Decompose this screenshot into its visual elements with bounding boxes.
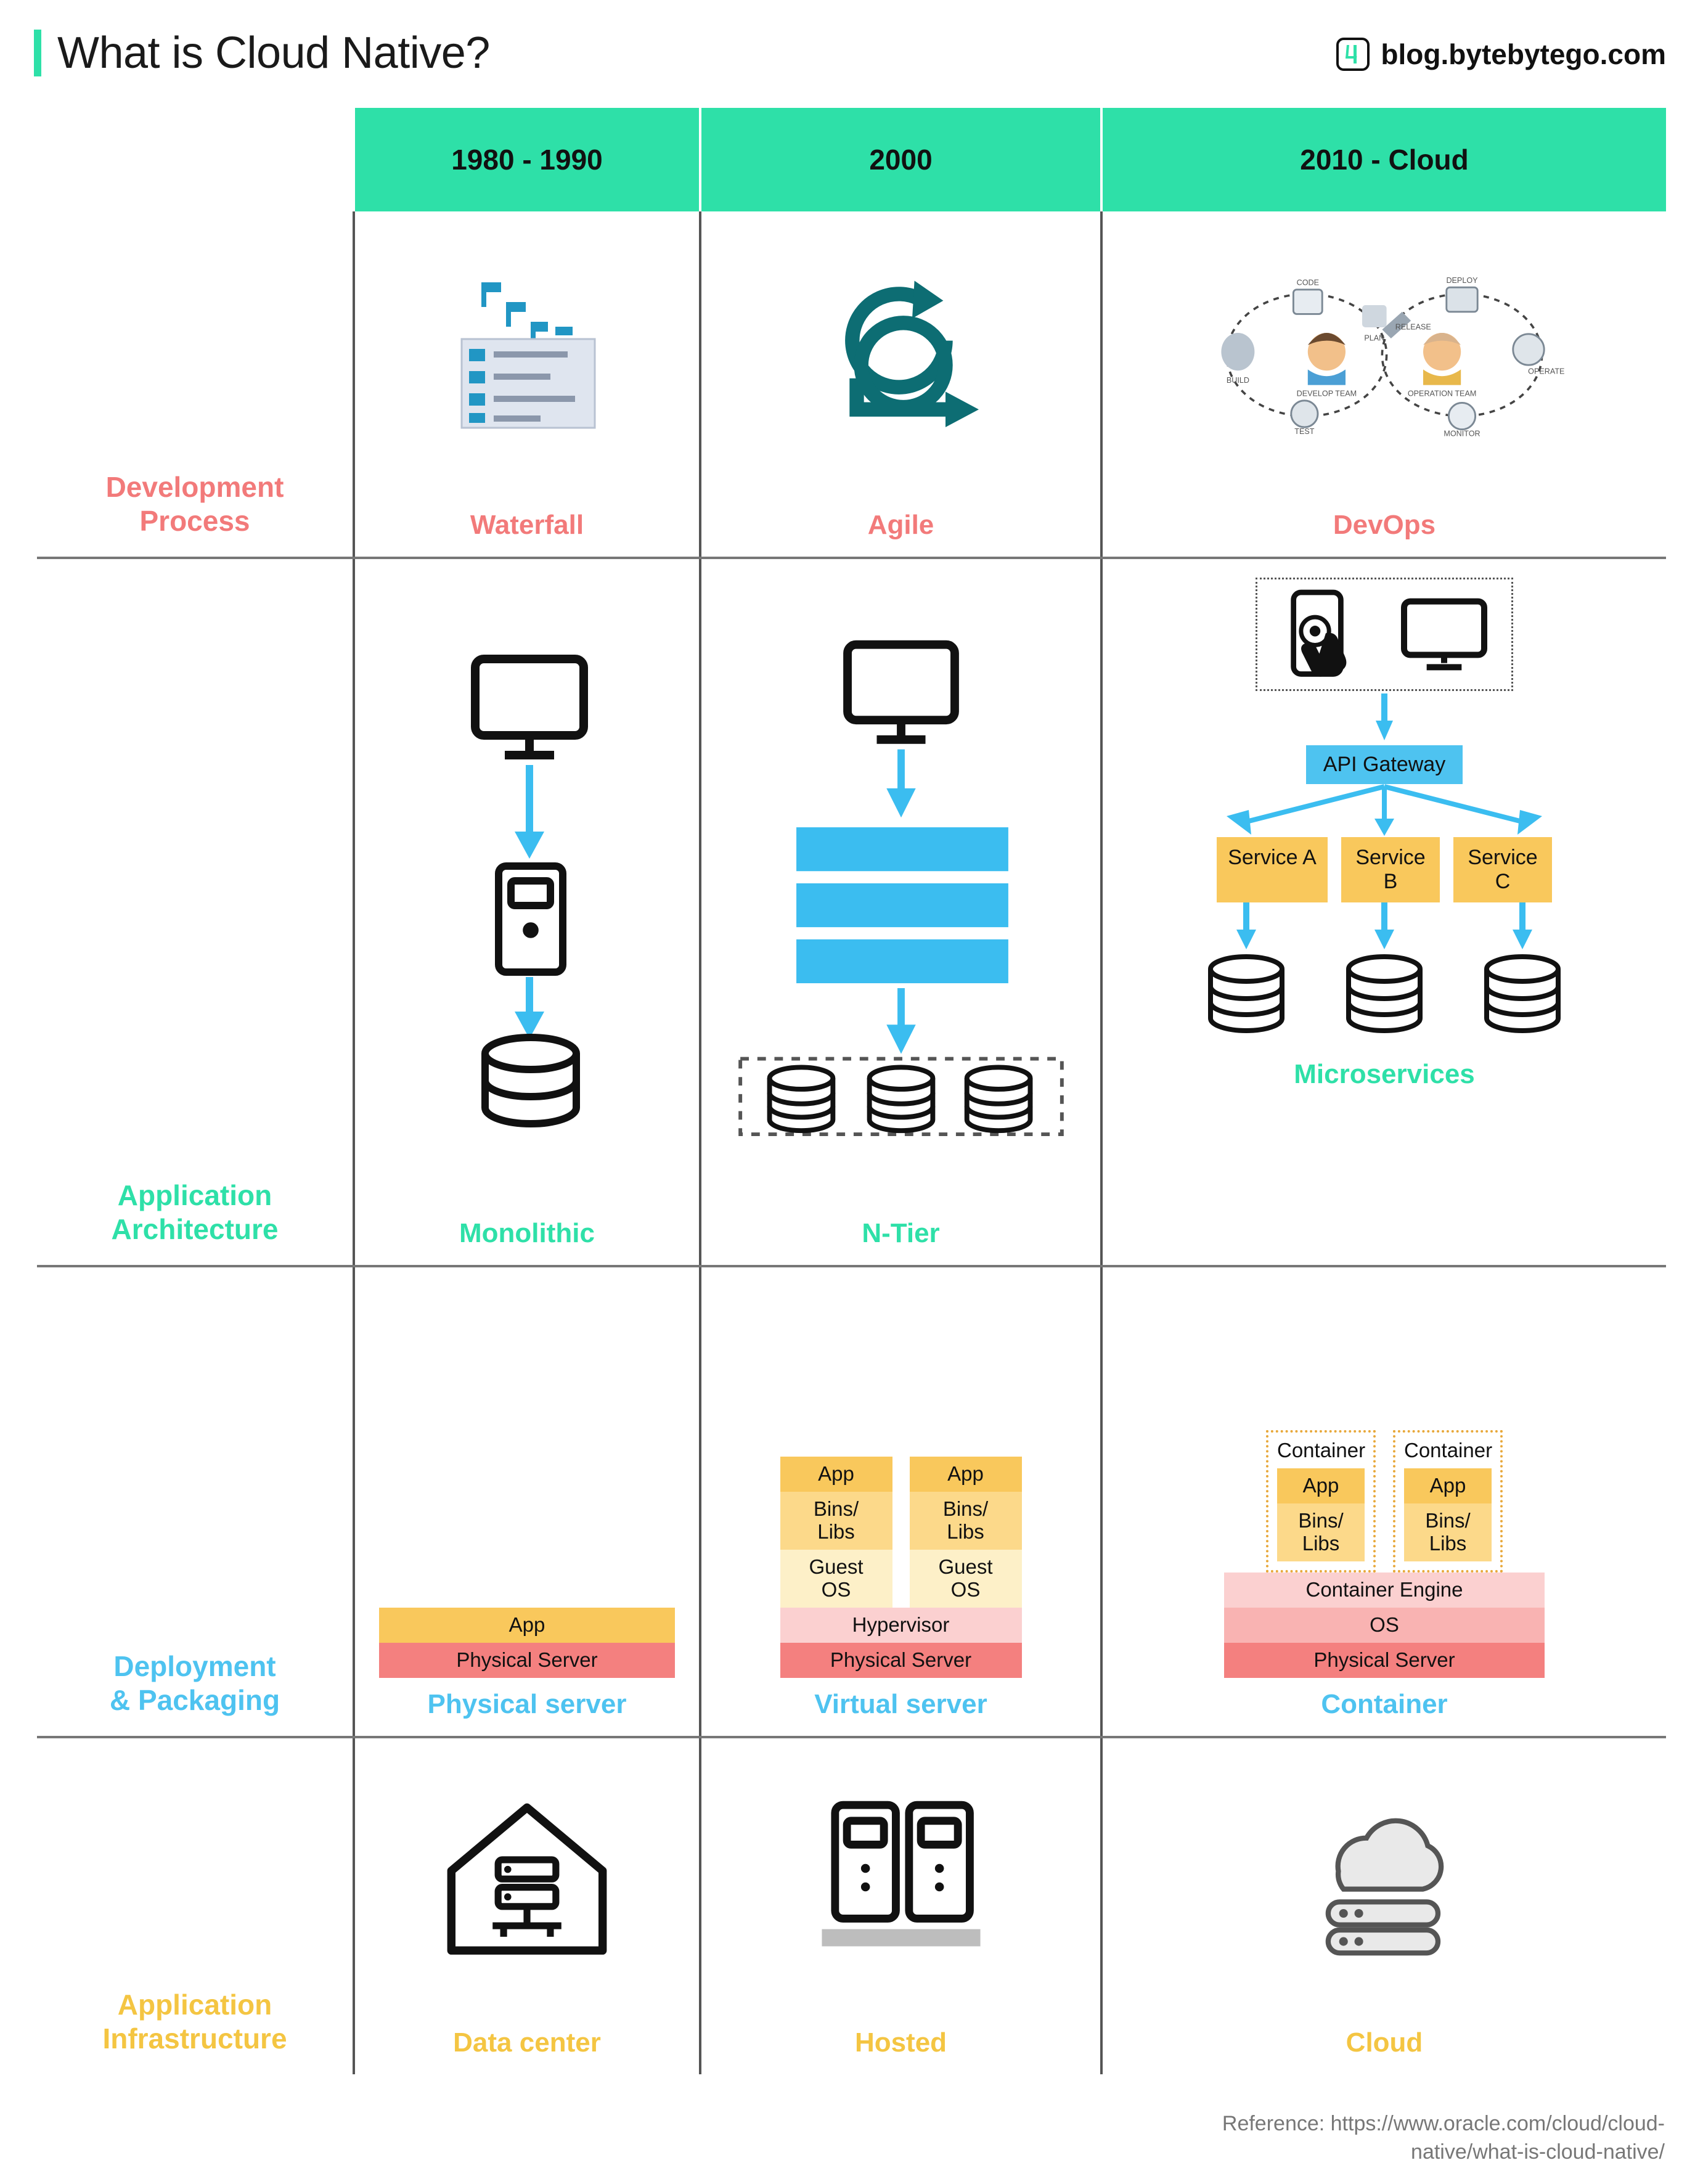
desktop-monitor-icon <box>1398 597 1490 671</box>
svg-text:MONITOR: MONITOR <box>1444 429 1480 438</box>
vm-block-guest-os: Guest OS <box>910 1550 1022 1608</box>
cell-monolithic <box>353 559 699 1265</box>
cell-caption: Virtual server <box>814 1689 987 1719</box>
vm-block-app: App <box>910 1457 1022 1492</box>
row-label-line1: Application <box>117 1179 272 1211</box>
cell-agile <box>699 211 1100 557</box>
row-label-development-process <box>37 211 353 557</box>
service-a-box: Service A <box>1217 837 1328 902</box>
row-deployment-packaging <box>37 1267 1666 1738</box>
virtual-server-stack <box>701 1267 1100 1678</box>
vm-2 <box>910 1457 1022 1608</box>
cell-caption: Microservices <box>1294 1059 1475 1090</box>
physical-server-stack <box>355 1267 699 1678</box>
stack-block-hypervisor: Hypervisor <box>780 1608 1022 1643</box>
vm-block-bins-libs: Bins/ Libs <box>910 1492 1022 1550</box>
row-application-architecture <box>37 559 1666 1267</box>
client-devices-group <box>1256 578 1513 691</box>
cell-caption: Container <box>1321 1689 1448 1719</box>
page-title: What is Cloud Native? <box>57 28 490 78</box>
container-block-app: App <box>1277 1468 1365 1503</box>
gantt-chart-icon <box>355 211 699 499</box>
svg-text:TEST: TEST <box>1294 427 1315 436</box>
stack-block-os: OS <box>1224 1608 1545 1643</box>
services-row <box>1217 837 1552 902</box>
api-gateway-box: API Gateway <box>1306 745 1463 784</box>
cell-physical-server <box>353 1267 699 1736</box>
row-label-deployment-packaging <box>37 1267 353 1736</box>
svg-text:DEPLOY: DEPLOY <box>1446 276 1478 285</box>
container-base-layers <box>1224 1573 1545 1678</box>
cell-caption: Hosted <box>854 2027 947 2058</box>
reference-footer <box>999 2110 1665 2167</box>
container-1 <box>1266 1430 1376 1573</box>
cell-caption: Agile <box>867 510 934 540</box>
column-header-label: 2010 - Cloud <box>1300 144 1469 176</box>
row-label-application-infrastructure <box>37 1738 353 2074</box>
row-label-line2: Process <box>139 504 250 537</box>
cell-container <box>1100 1267 1666 1736</box>
microservices-diagram-icon <box>1103 578 1666 1057</box>
column-header-label: 2000 <box>869 144 933 176</box>
container-block-app: App <box>1404 1468 1492 1503</box>
row-label-line2: & Packaging <box>109 1683 280 1716</box>
svg-text:CODE: CODE <box>1296 278 1319 287</box>
stack-block-physical-server: Physical Server <box>780 1643 1022 1678</box>
brand-label: blog.bytebytego.com <box>1381 38 1666 70</box>
svg-text:RELEASE: RELEASE <box>1395 322 1431 332</box>
column-header-2000 <box>699 108 1100 211</box>
vm-1 <box>780 1457 892 1608</box>
stack-block-container-engine: Container Engine <box>1224 1573 1545 1608</box>
cell-hosted <box>699 1738 1100 2074</box>
title-accent-bar <box>34 30 41 76</box>
vm-block-bins-libs: Bins/ Libs <box>780 1492 892 1550</box>
cell-cloud <box>1100 1738 1666 2074</box>
devops-infinity-icon <box>1103 211 1666 499</box>
row-label-application-architecture <box>37 559 353 1265</box>
vm-base-layers <box>780 1608 1022 1678</box>
container-block-bins-libs: Bins/ Libs <box>1277 1503 1365 1561</box>
bytebytego-logo-icon <box>1336 38 1370 71</box>
container-block-bins-libs: Bins/ Libs <box>1404 1503 1492 1561</box>
cloud-server-icon <box>1103 1738 1666 2016</box>
title-group <box>34 28 490 78</box>
row-application-infrastructure <box>37 1738 1666 2074</box>
container-boxes <box>1266 1430 1503 1573</box>
service-b-box: Service B <box>1341 837 1440 902</box>
svg-text:DEVELOP TEAM: DEVELOP TEAM <box>1296 389 1357 398</box>
container-title: Container <box>1277 1439 1366 1462</box>
cell-data-center <box>353 1738 699 2074</box>
brand-group <box>1336 38 1666 71</box>
row-development-process <box>37 211 1666 559</box>
page-header <box>0 0 1703 108</box>
reference-line-1: Reference: https://www.oracle.com/cloud/cloud- <box>1222 2112 1665 2136</box>
cell-virtual-server <box>699 1267 1100 1736</box>
stack-block-physical-server: Physical Server <box>1224 1643 1545 1678</box>
vm-block-guest-os: Guest OS <box>780 1550 892 1608</box>
cell-caption: Waterfall <box>470 510 584 540</box>
column-header-1980-1990 <box>353 108 699 211</box>
service-c-box: Service C <box>1453 837 1552 902</box>
container-stack <box>1103 1267 1666 1678</box>
cell-caption: Cloud <box>1346 2027 1423 2058</box>
cell-caption: DevOps <box>1333 510 1436 540</box>
cell-caption: Monolithic <box>459 1218 595 1248</box>
column-header-label: 1980 - 1990 <box>451 144 603 176</box>
gateway-fanout-arrows <box>1175 784 1594 837</box>
cell-caption: Data center <box>453 2027 601 2058</box>
column-header-2010-cloud <box>1100 108 1666 211</box>
hosted-servers-icon <box>701 1738 1100 2016</box>
cell-caption: N-Tier <box>862 1218 940 1248</box>
comparison-table <box>37 108 1666 2074</box>
row-label-line2: Architecture <box>111 1213 279 1245</box>
svg-text:PLAN: PLAN <box>1364 333 1385 343</box>
row-label-line1: Application <box>117 1988 272 2021</box>
svg-text:BUILD: BUILD <box>1226 376 1249 385</box>
vm-block-app: App <box>780 1457 892 1492</box>
header-corner-cell <box>37 108 353 211</box>
reference-line-2: native/what-is-cloud-native/ <box>1411 2140 1665 2164</box>
cell-caption: Physical server <box>427 1689 627 1719</box>
agile-loop-icon <box>701 211 1100 499</box>
cell-waterfall <box>353 211 699 557</box>
vm-columns <box>780 1457 1022 1608</box>
svg-text:OPERATION TEAM: OPERATION TEAM <box>1407 389 1477 398</box>
table-header-row <box>37 108 1666 211</box>
monolith-diagram-icon <box>355 559 699 1207</box>
cell-microservices <box>1100 559 1666 1265</box>
stack-block-app: App <box>379 1608 675 1643</box>
row-label-line1: Deployment <box>113 1650 276 1682</box>
cell-n-tier <box>699 559 1100 1265</box>
row-label-line1: Development <box>105 470 284 503</box>
row-label-line2: Infrastructure <box>102 2022 287 2055</box>
datacenter-house-icon <box>355 1738 699 2016</box>
service-databases-group <box>1175 902 1594 1057</box>
svg-text:OPERATE: OPERATE <box>1528 367 1565 376</box>
container-title: Container <box>1404 1439 1493 1462</box>
stack-block-physical-server: Physical Server <box>379 1643 675 1678</box>
cell-devops <box>1100 211 1666 557</box>
mobile-tap-icon <box>1278 588 1365 681</box>
n-tier-diagram-icon <box>701 559 1100 1207</box>
container-2 <box>1393 1430 1503 1573</box>
